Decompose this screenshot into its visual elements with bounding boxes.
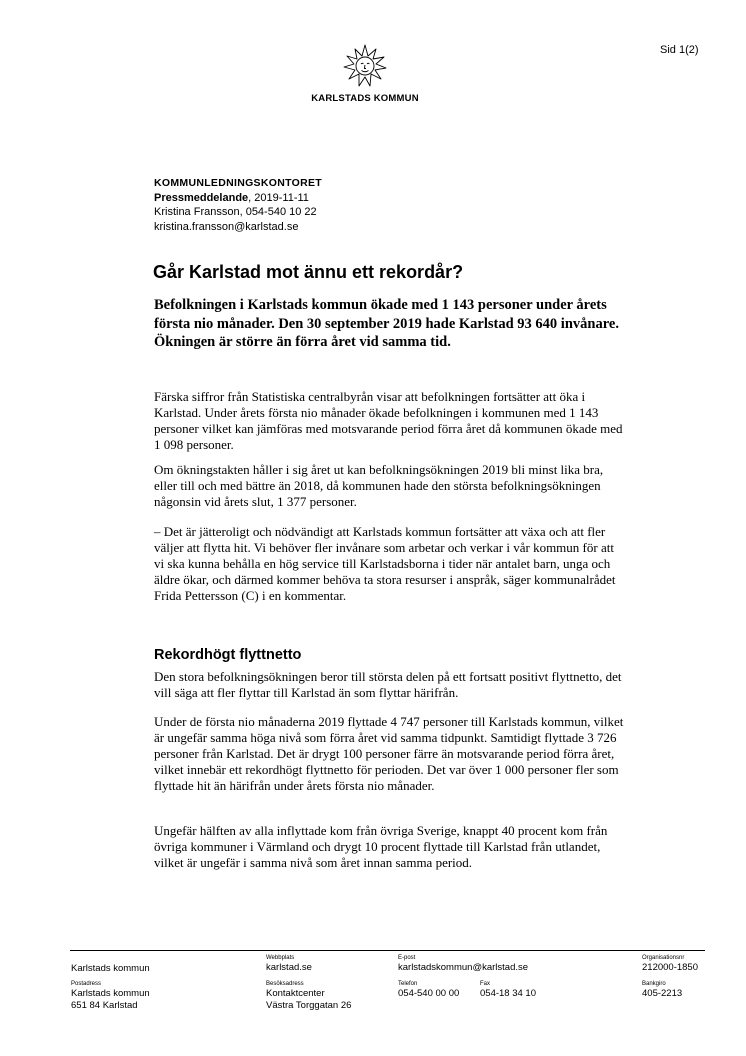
lead-paragraph: Befolkningen i Karlstads kommun ökade med 1 143 personer under årets första nio månader. Den 30 september 2019 hade Karlstad 93 640 invånare. Ökningen är större än förra året vid samma tid. (154, 297, 619, 350)
footer-orgnr: 212000-1850 (642, 962, 698, 973)
footer-visit-line1: Kontaktcenter (266, 988, 325, 999)
footer-email-label: E-post (398, 955, 416, 961)
body-paragraph-2 (154, 462, 624, 510)
paragraph-text: Om ökningstakten håller i sig året ut kan befolkningsökningen 2019 bli minst lika bra, eller till och med bättre än 2018, då kommunen hade den största befolkningsökningen någonsin vid årets slut, 1 377 personer. (154, 462, 604, 509)
body-paragraph-5 (154, 714, 624, 794)
paragraph-text: Den stora befolkningsökningen beror till största delen på ett fortsatt positivt flyttnetto, det vill säga att fler flyttar till Karlstad än som flyttar härifrån. (154, 669, 622, 700)
doc-type-line (154, 191, 322, 206)
doc-date: , 2019-11-11 (248, 191, 309, 204)
contact-person: Kristina Fransson, 054-540 10 22 (154, 206, 317, 218)
footer-postal-label: Postadress (71, 981, 102, 987)
sender-block (154, 176, 322, 234)
footer-postal-line1: Karlstads kommun (71, 988, 150, 999)
footer-phone-label: Telefon (398, 981, 418, 987)
page-number: Sid 1(2) (660, 44, 699, 56)
paragraph-text: – Det är jätteroligt och nödvändigt att Karlstads kommun fortsätter att växa och att fler väljer att flytta hit. Vi behöver fler invånare som arbetar och verkar i vår kommun för att vi ska kunna behålla en hög service till Karlstadsborna i tider när antalet barn, unga och äldre ökar, och därmed kommer behöva ta stora resurser i anspråk, säger kommunalrådet Frida Pettersson (C) i en kommentar. (154, 524, 616, 603)
department-name: KOMMUNLEDNINGSKONTORET (154, 177, 322, 189)
body-paragraph-1 (154, 389, 624, 453)
paragraph-text: Ungefär hälften av alla inflyttade kom från övriga Sverige, knappt 40 procent kom från övriga kommuner i Värmland och drygt 10 procent flyttade till Karlstad från utlandet, vilket är ungefär i samma nivå som året innan samma period. (154, 823, 608, 870)
footer-bankgiro-label: Bankgiro (642, 981, 666, 987)
footer-bankgiro: 405-2213 (642, 988, 683, 999)
footer-web-label: Webbplats (266, 955, 295, 961)
body-paragraph-6 (154, 823, 624, 871)
footer-fax: 054-18 34 10 (480, 988, 536, 999)
footer-fax-label: Fax (480, 981, 491, 987)
paragraph-text: Färska siffror från Statistiska centralbyrån visar att befolkningen fortsätter att öka i Karlstad. Under årets första nio månader ökade befolkningen i kommunen med 1 143 personer vilket kan jämföras med motsvarande period förra året då kommunen ökade med 1 098 personer. (154, 389, 623, 452)
footer-postal-line2: 651 84 Karlstad (71, 1000, 138, 1011)
headline: Går Karlstad mot ännu ett rekordår? (153, 262, 464, 282)
footer-visit-label: Besöksadress (266, 981, 304, 987)
footer-phone: 054-540 00 00 (398, 988, 460, 999)
footer-visit-line2: Västra Torggatan 26 (266, 1000, 352, 1011)
footer-orgnr-label: Organisationsnr (642, 955, 685, 961)
footer-email: karlstadskommun@karlstad.se (398, 962, 529, 973)
contact-email: kristina.fransson@karlstad.se (154, 220, 299, 233)
footer-divider (70, 950, 705, 951)
doc-type: Pressmeddelande (154, 191, 249, 204)
paragraph-text: Under de första nio månaderna 2019 flyttade 4 747 personer till Karlstads kommun, vilket är ungefär samma höga nivå som förra året vid samma tidpunkt. Samtidigt flyttade 3 726 personer från Karlstad. Det är drygt 100 personer färre än motsvarande period förra året, vilket innebär ett rekordhögt flyttnetto för perioden. Det var över 1 000 personer fler som flyttade hit än härifrån under årets första nio månader. (154, 714, 624, 793)
subheading: Rekordhögt flyttnetto (154, 647, 302, 663)
body-paragraph-3 (154, 524, 624, 604)
organization-name: KARLSTADS KOMMUN (311, 93, 419, 104)
footer-name: Karlstads kommun (71, 963, 150, 974)
body-paragraph-4 (154, 669, 624, 701)
footer-web: karlstad.se (266, 962, 312, 973)
sun-icon (343, 44, 387, 88)
